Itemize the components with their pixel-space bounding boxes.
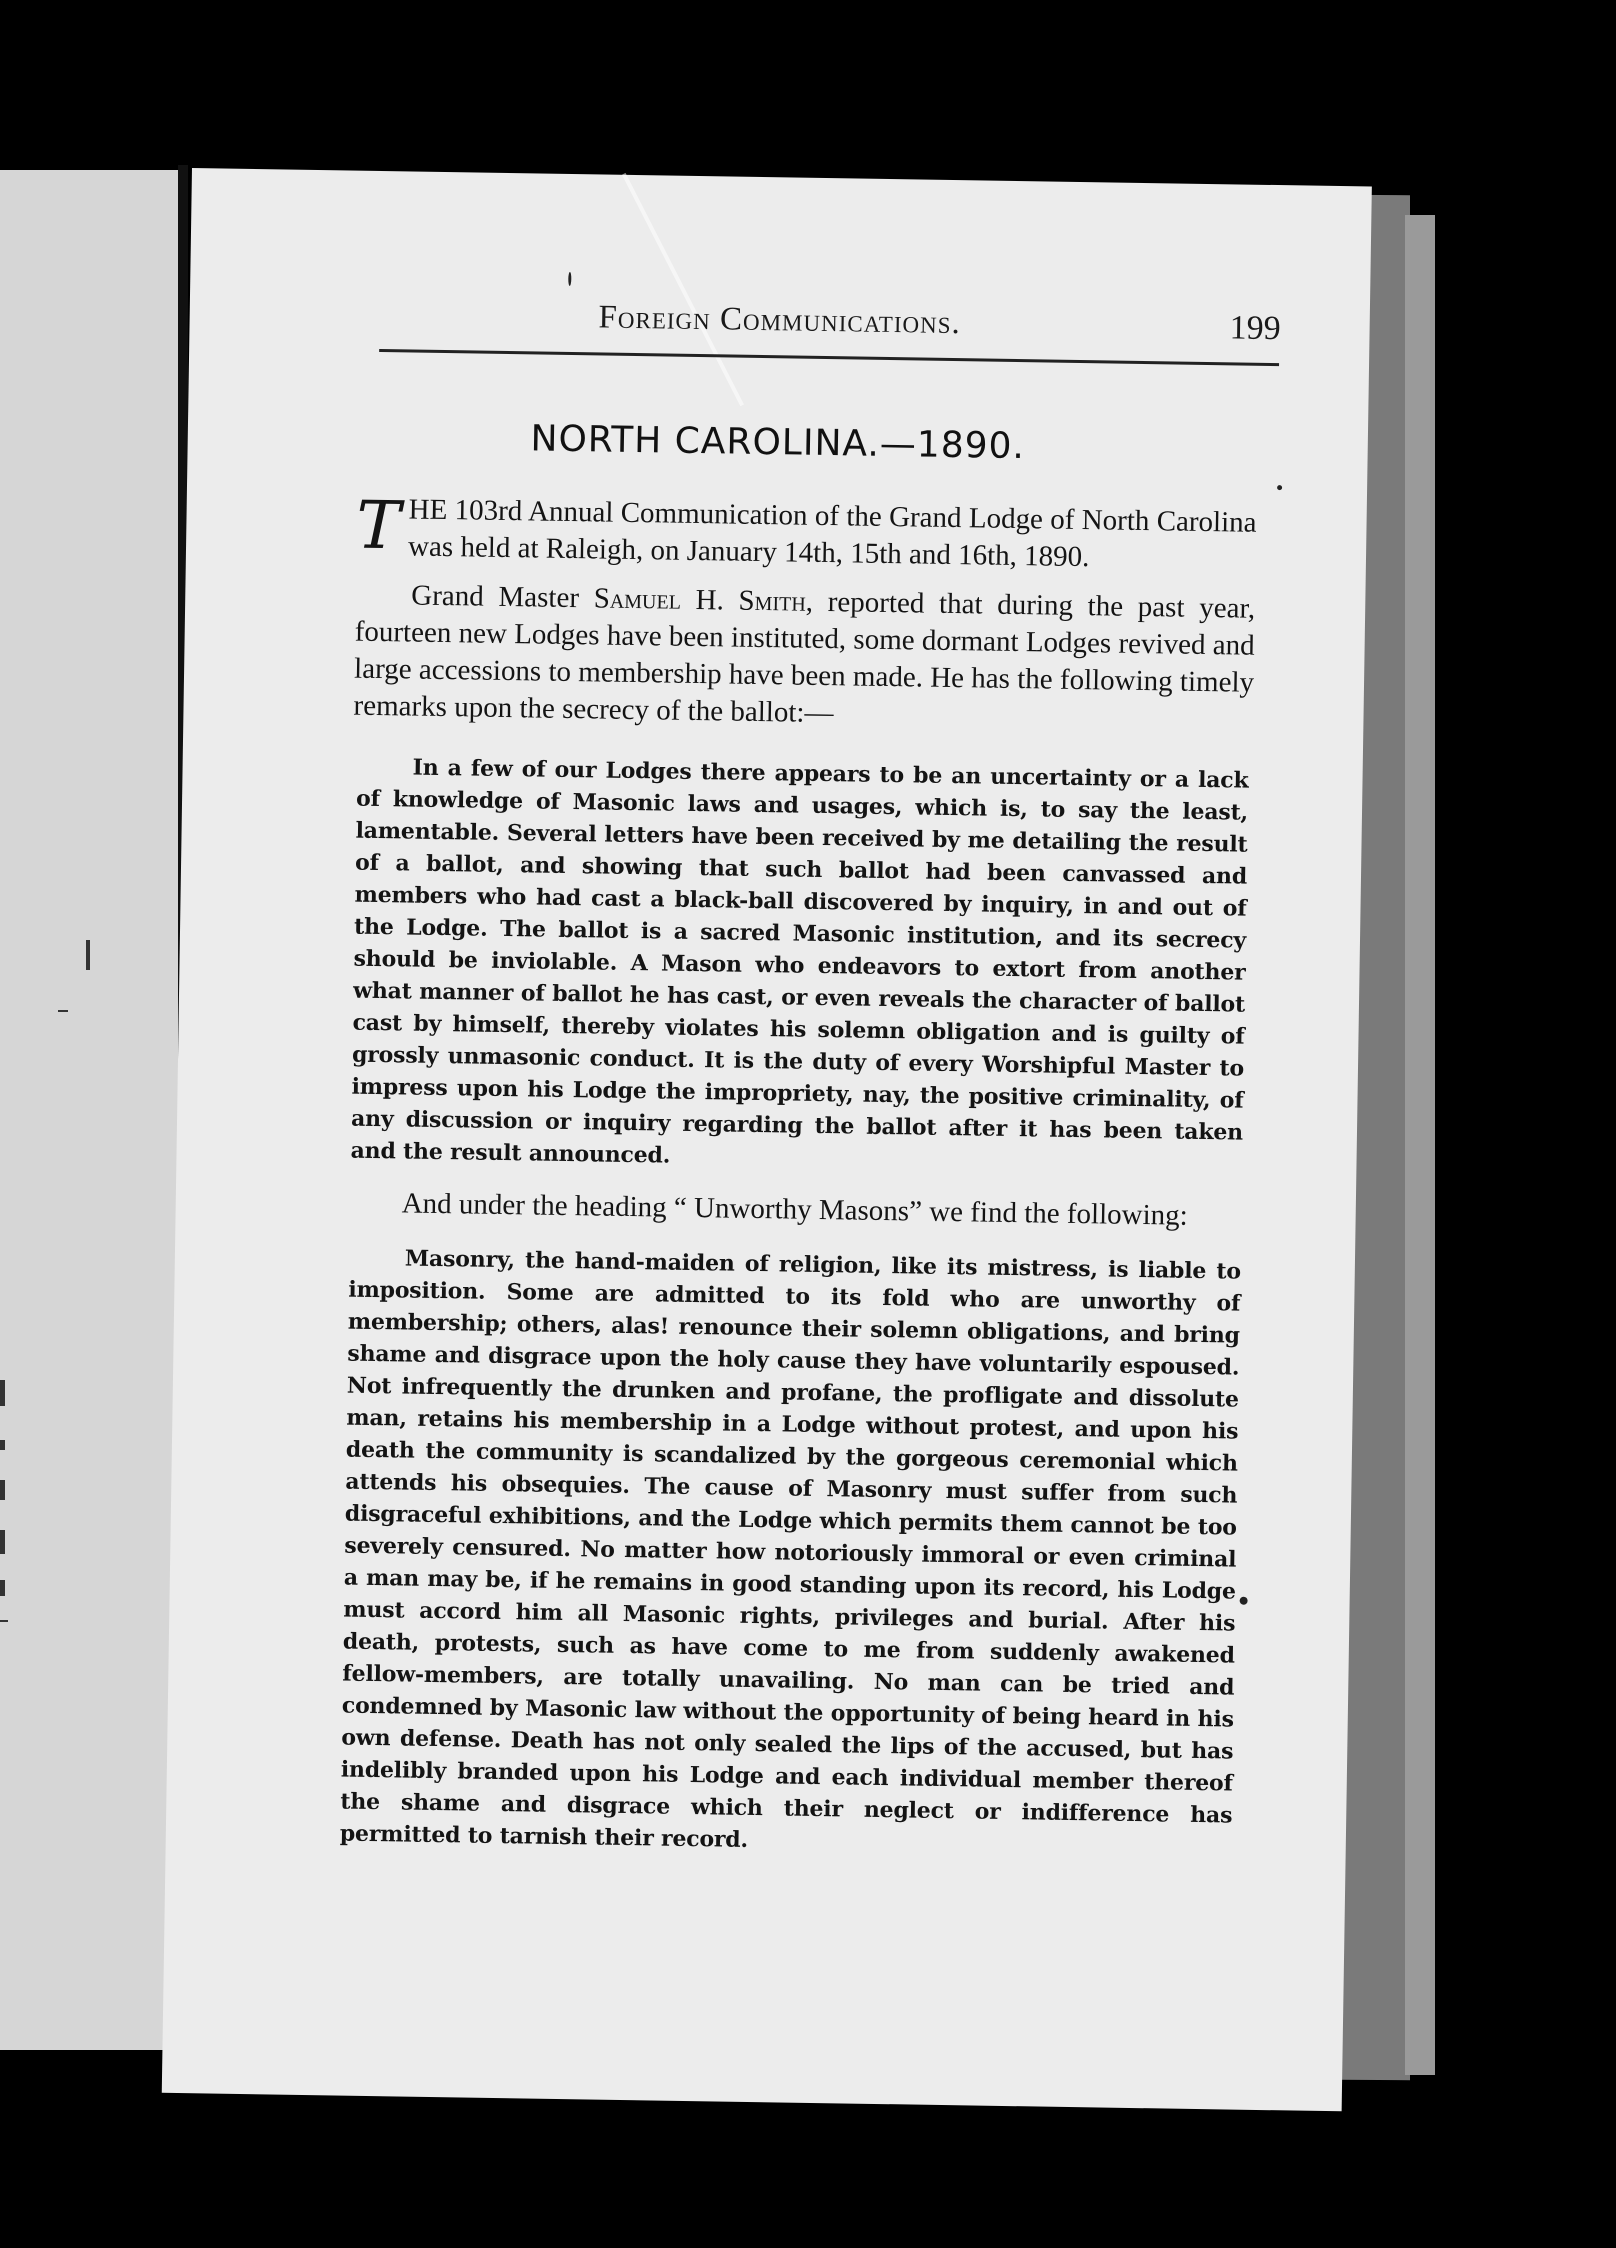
scan-speck (1277, 485, 1282, 490)
header-rule (379, 349, 1279, 366)
section-title: NORTH CAROLINA.—1890. (530, 418, 1026, 468)
left-page-edge (0, 170, 178, 2050)
page-mark (0, 1380, 5, 1406)
page-mark (58, 1010, 68, 1012)
drop-cap: T (355, 486, 402, 565)
page-mark (0, 1530, 5, 1554)
scan-scratch (622, 173, 744, 406)
paragraph-lead: Grand Master (411, 579, 594, 615)
scan-speck (1240, 1597, 1248, 1605)
page-mark (86, 940, 90, 970)
page-mark (0, 1620, 8, 1622)
grand-master-name: Samuel H. Smith (593, 582, 807, 618)
page-mark (0, 1580, 5, 1596)
unworthy-masons-intro: And under the heading “ Unworthy Masons” we find the following: (401, 1187, 1188, 1232)
page-mark (0, 1440, 5, 1450)
ballot-quote: In a few of our Lodges there appears to be an uncertainty or a lack of knowledge of Masonic laws and usages, which is, to say the least, lamentable. Several letters have been received by me detailing the result of a ballot, and showing that such ballot had been canvassed and members who had cast a black-ball discovered by inquiry, in and out of the Lodge. The ballot is a sacred Masonic institution, and its secrecy should be inviolable. A Mason who endeavors to extort from another what manner of ballot he has cast, or even reveals the character of ballot cast by himself, thereby violates his solemn obligation and is guilty of grossly unmasonic conduct. It is the duty of every Worshipful Master to impress upon his Lodge the impropriety, nay, the positive criminality, of any discussion or inquiry regarding the ballot after it has been taken and the result announced. (350, 754, 1249, 1169)
opening-paragraph (355, 486, 1257, 579)
grand-master-paragraph (353, 577, 1255, 739)
book-page (162, 168, 1372, 2111)
paragraph-text: , reported that during the past year, fourteen new Lodges have been instituted, some dormant Lodges revived and large accessions to membership have been made. He has the following timely remarks upon the secrecy of the ballot:— (353, 585, 1256, 730)
scan-speck (568, 272, 571, 286)
page-number: 199 (1229, 309, 1281, 348)
running-head: Foreign Communications. (598, 299, 962, 342)
page-mark (0, 1480, 5, 1500)
unworthy-masons-quote: Masonry, the hand-maiden of religion, like its mistress, is liable to imposition. Some are admitted to its fold who are unworthy of membership; others, alas! renounce their solemn obligations, and bring shame and disgrace upon the holy cause they have voluntarily espoused. Not infrequently the drunken and profane, the profligate and dissolute man, retains his membership in a Lodge without protest, and upon his death the community is scandalized by the gorgeous ceremonial which attends his obsequies. The cause of Masonry must suffer from such disgraceful exhibitions, and the Lodge which permits them cannot be too severely censured. No matter how notoriously immoral or even criminal a man may be, if he remains in good standing upon its record, his Lodge must accord him all Masonic rights, privileges and burial. After his death, protests, such as have come to me from suddenly awakened fellow-members, are totally unavailing. No man can be tried and condemned by Masonic law without the opportunity of being heard in his own defense. Death has not only sealed the lips of the accused, but has indelibly branded upon his Lodge and each individual member thereof the shame and disgrace which their neglect or indifference has permitted to tarnish their record. (339, 1245, 1241, 1853)
stacked-page-edges (1405, 215, 1435, 2075)
opening-paragraph-text: HE 103rd Annual Communication of the Grand Lodge of North Carolina was held at Raleigh, on January 14th, 15th and 16th, 1890. (407, 493, 1257, 574)
page-body (336, 486, 1257, 1864)
